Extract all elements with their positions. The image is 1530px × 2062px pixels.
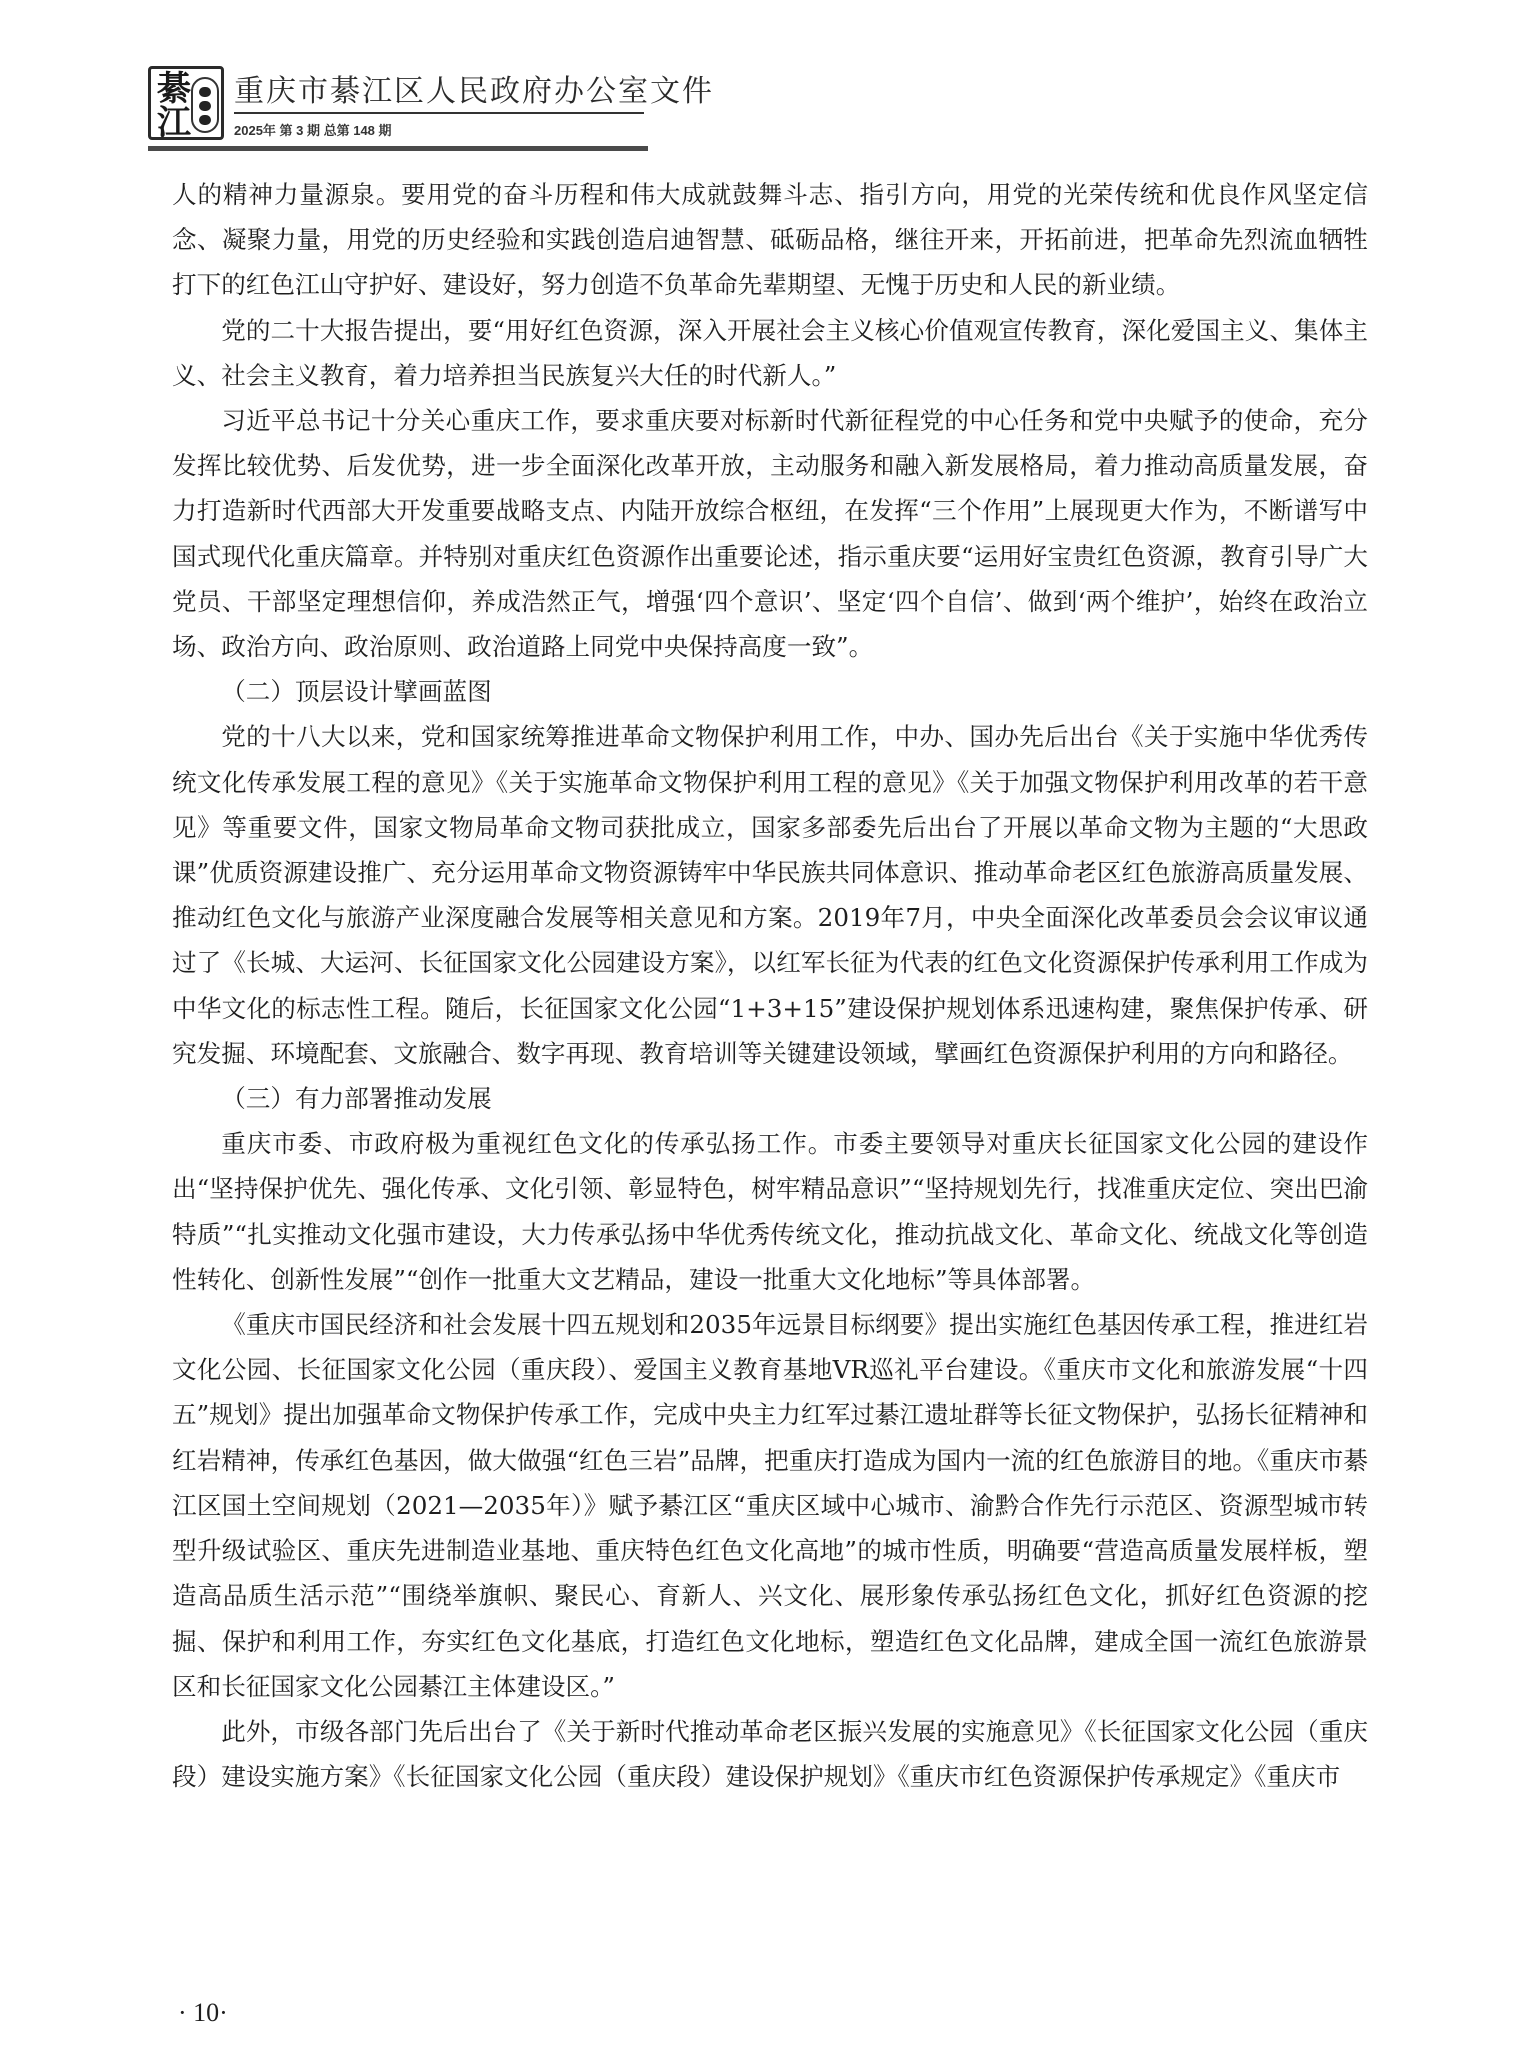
paragraph: 党的十八大以来，党和国家统筹推进革命文物保护利用工作，中办、国办先后出台《关于实施中华优秀传统文化传承发展工程的意见》《关于实施革命文物保护利用工程的意见》《关于加强文物保护利用改革的若干意见》等重要文件，国家文物局革命文物司获批成立，国家多部委先后出台了开展以革命文物为主题的“大思政课”优质资源建设推广、充分运用革命文物资源铸牢中华民族共同体意识、推动革命老区红色旅游高质量发展、推动红色文化与旅游产业深度融合发展等相关意见和方案。2019年7月，中央全面深化改革委员会会议审议通过了《长城、大运河、长征国家文化公园建设方案》，以红军长征为代表的红色文化资源保护传承利用工作成为中华文化的标志性工程。随后，长征国家文化公园“1+3+15”建设保护规划体系迅速构建，聚焦保护传承、研究发掘、环境配套、文旅融合、数字再现、教育培训等关键建设领域，擘画红色资源保护利用的方向和路径。 <box>172 722 1368 1068</box>
logo-char: 江 <box>157 105 191 142</box>
logo-dot <box>199 115 211 125</box>
publication-title: 重庆市綦江区人民政府办公室文件 <box>234 75 714 108</box>
issue-number: 2025年 第 3 期 总第 148 期 <box>234 123 392 138</box>
section-heading: （三）有力部署推动发展 <box>221 1084 492 1114</box>
masthead <box>148 62 714 158</box>
header-bottom-rule <box>148 146 648 151</box>
header-divider <box>234 112 644 114</box>
logo-dot <box>199 87 211 97</box>
paragraph: 习近平总书记十分关心重庆工作，要求重庆要对标新时代新征程党的中心任务和党中央赋予的使命，充分发挥比较优势、后发优势，进一步全面深化改革开放，主动服务和融入新发展格局，着力推动高质量发展，奋力打造新时代西部大开发重要战略支点、内陆开放综合枢纽，在发挥“三个作用”上展现更大作为，不断谱写中国式现代化重庆篇章。并特别对重庆红色资源作出重要论述，指示重庆要“运用好宝贵红色资源，教育引导广大党员、干部坚定理想信仰，养成浩然正气，增强‘四个意识’、坚定‘四个自信’、做到‘两个维护’，始终在政治立场、政治方向、政治原则、政治道路上同党中央保持高度一致”。 <box>172 406 1368 662</box>
paragraph: 《重庆市国民经济和社会发展十四五规划和2035年远景目标纲要》提出实施红色基因传承工程，推进红岩文化公园、长征国家文化公园（重庆段）、爱国主义教育基地VR巡礼平台建设。《重庆市文化和旅游发展“十四五”规划》提出加强革命文物保护传承工作，完成中央主力红军过綦江遗址群等长征文物保护，弘扬长征精神和红岩精神，传承红色基因，做大做强“红色三岩”品牌，把重庆打造成为国内一流的红色旅游目的地。《重庆市綦江区国土空间规划（2021—2035年）》赋予綦江区“重庆区域中心城市、渝黔合作先行示范区、资源型城市转型升级试验区、重庆先进制造业基地、重庆特色红色文化高地”的城市性质，明确要“营造高质量发展样板，塑造高品质生活示范”“围绕举旗帜、聚民心、育新人、兴文化、展形象传承弘扬红色文化，抓好红色资源的挖掘、保护和利用工作，夯实红色文化基底，打造红色文化地标，塑造红色文化品牌，建成全国一流红色旅游景区和长征国家文化公园綦江主体建设区。” <box>172 1310 1368 1701</box>
qijiang-logo-icon <box>148 66 224 140</box>
article-body <box>172 172 1368 1799</box>
paragraph: 党的二十大报告提出，要“用好红色资源，深入开展社会主义核心价值观宣传教育，深化爱国主义、集体主义、社会主义教育，着力培养担当民族复兴大任的时代新人。” <box>172 315 1368 390</box>
paragraph: 人的精神力量源泉。要用党的奋斗历程和伟大成就鼓舞斗志、指引方向，用党的光荣传统和优良作风坚定信念、凝聚力量，用党的历史经验和实践创造启迪智慧、砥砺品格，继往开来，开拓前进，把革命先烈流血牺牲打下的红色江山守护好、建设好，努力创造不负革命先辈期望、无愧于历史和人民的新业绩。 <box>172 180 1368 300</box>
logo-dot <box>199 101 211 111</box>
logo-char: 綦 <box>157 71 191 108</box>
section-heading: （二）顶层设计擘画蓝图 <box>221 677 492 707</box>
page-number: · 10· <box>178 1998 228 2027</box>
paragraph: 此外，市级各部门先后出台了《关于新时代推动革命老区振兴发展的实施意见》《长征国家文化公园（重庆段）建设实施方案》《长征国家文化公园（重庆段）建设保护规划》《重庆市红色资源保护传承规定》《重庆市 <box>172 1716 1368 1792</box>
paragraph: 重庆市委、市政府极为重视红色文化的传承弘扬工作。市委主要领导对重庆长征国家文化公园的建设作出“坚持保护优先、强化传承、文化引领、彰显特色，树牢精品意识”“坚持规划先行，找准重庆定位、突出巴渝特质”“扎实推动文化强市建设，大力传承弘扬中华优秀传统文化，推动抗战文化、革命文化、统战文化等创造性转化、创新性发展”“创作一批重大文艺精品，建设一批重大文化地标”等具体部署。 <box>172 1129 1368 1294</box>
